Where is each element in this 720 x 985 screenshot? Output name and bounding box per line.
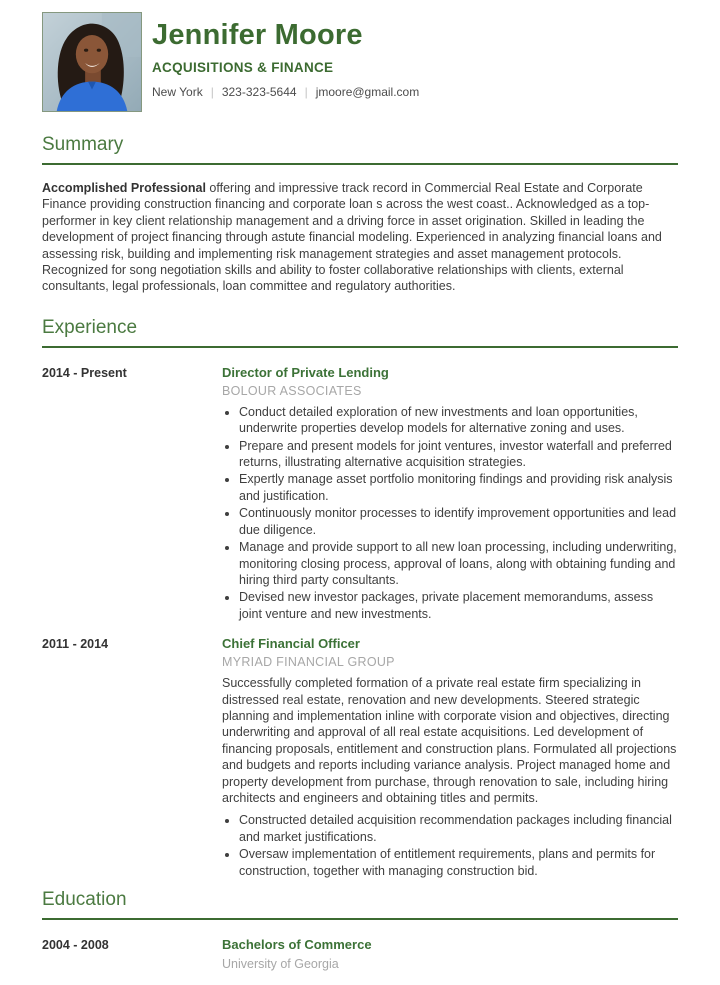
entry-main (222, 365, 678, 623)
entry-main (222, 937, 678, 971)
entry-school: University of Georgia (222, 957, 339, 971)
contact-phone: 323-323-5644 (221, 84, 297, 99)
summary-text: offering and impressive track record in Commercial Real Estate and Corporate Finance providing construction financing and corporate loan s across the west coast.. Acknowledged as a top-performer in key client relationship management and a driving force in asset origination. Skilled in leading the development of project financing through astute financial modeling. Experienced in analyzing financial loans and assessing risk, building and implementing risk management strategies and asset management protocols. Recognized for song negotiation skills and ability to foster collaborative relationships with clients, external consultants, legal professionals, loan committee and regulatory authorities. (42, 181, 662, 294)
profile-photo-illustration (43, 13, 141, 111)
summary-paragraph (42, 180, 678, 295)
experience-heading: Experience (42, 317, 678, 348)
entry-bullet-list (222, 404, 678, 622)
summary-section (42, 134, 678, 295)
experience-entry (42, 636, 678, 880)
resume-header (42, 12, 678, 112)
bullet-item: • Devised new investor packages, private placement memorandums, assess joint venture and new investments. (239, 589, 678, 622)
bullet-item: • Continuously monitor processes to identify improvement opportunities and lead due diligence. (239, 505, 678, 538)
bullet-item: • Oversaw implementation of entitlement requirements, plans and permits for construction, together with managing construction bid. (239, 846, 678, 879)
entry-degree-title: Bachelors of Commerce (222, 937, 372, 952)
contact-line (152, 85, 419, 99)
candidate-name: Jennifer Moore (152, 19, 363, 51)
contact-location: New York (152, 84, 203, 99)
education-entry (42, 937, 678, 971)
header-text-block (142, 12, 419, 99)
education-heading: Education (42, 889, 678, 920)
entry-description: Successfully completed formation of a private real estate firm specializing in distressed real estate, renovation and new developments. Steered strategic planning and implementation inline with corporate vision and objectives, directing underwriting and approval of all real estate acquisitions. Led development of financing proposals, entitlement and construction plans. Formulated all projections and budgets and reports including variance analysis. Project managed home and property development from purchase, through renovation to sale, including hiring architects and engineers and obtaining titles and permits. (222, 676, 677, 805)
entry-dates: 2004 - 2008 (42, 938, 109, 952)
bullet-item: • Constructed detailed acquisition recommendation packages including financial and market justifications. (239, 812, 678, 845)
contact-separator: | (304, 84, 308, 99)
bullet-item: • Expertly manage asset portfolio monitoring findings and providing risk analysis and justification. (239, 471, 678, 504)
entry-main (222, 636, 678, 880)
entry-job-title: Director of Private Lending (222, 364, 389, 380)
bullet-item: • Manage and provide support to all new loan processing, including underwriting, monitoring closing process, approval of loans, along with obtaining funding and hiring third party consultants. (239, 539, 678, 588)
summary-heading: Summary (42, 134, 678, 165)
entry-dates: 2011 - 2014 (42, 637, 109, 652)
profile-photo (42, 12, 142, 112)
education-section (42, 889, 678, 971)
entry-job-title: Chief Financial Officer (222, 636, 360, 652)
candidate-job-title: ACQUISITIONS & FINANCE (152, 59, 334, 75)
experience-section (42, 317, 678, 880)
entry-bullet-list (222, 812, 678, 879)
contact-separator: | (210, 84, 214, 99)
bullet-item: • Conduct detailed exploration of new investments and loan opportunities, underwrite properties develop models for alternative zoning and uses. (239, 404, 678, 437)
entry-company: MYRIAD FINANCIAL GROUP (222, 655, 395, 670)
summary-lead: Accomplished Professional (42, 181, 206, 195)
bullet-item: • Prepare and present models for joint ventures, investor waterfall and preferred returns, illustrating alternative acquisition strategies. (239, 438, 678, 471)
experience-entry (42, 365, 678, 623)
contact-email: jmoore@gmail.com (315, 84, 420, 99)
entry-dates: 2014 - Present (42, 365, 127, 380)
entry-company: BOLOUR ASSOCIATES (222, 383, 362, 398)
